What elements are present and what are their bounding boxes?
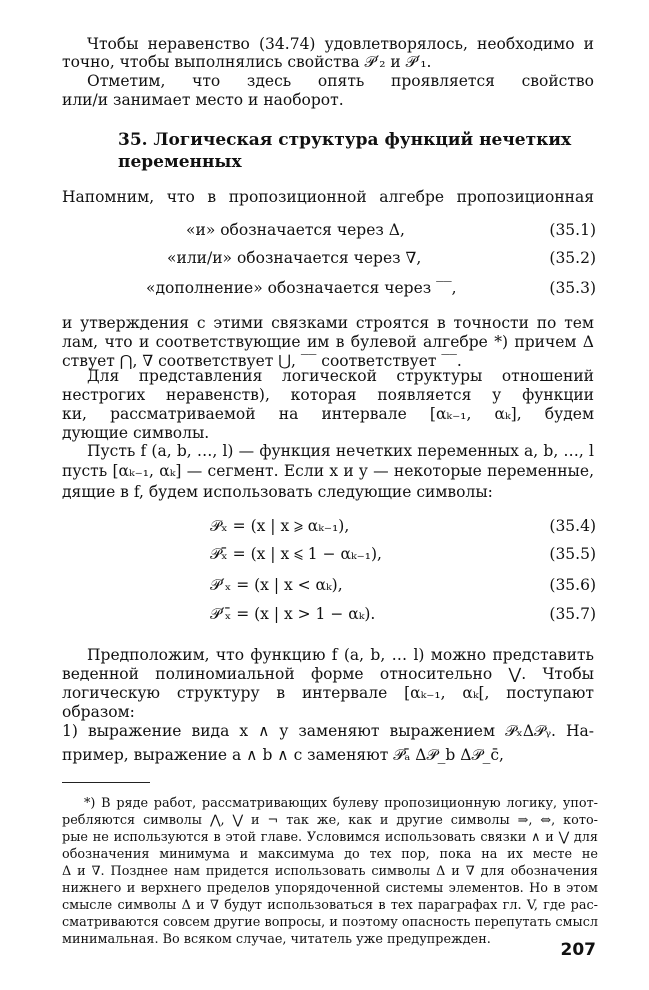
equation: «и» обозначается через Δ,	[186, 221, 405, 239]
intro-line: Напомним, что в пропозиционной алгебре пропозиционная	[62, 188, 594, 206]
text-line: Чтобы неравенство (34.74) удовлетворялось, необходимо и	[87, 35, 594, 53]
text-line: веденной полиномиальной форме относительно ⋁. Чтобы	[62, 665, 594, 683]
footnote-line: рые не используются в этой главе. Условимся использовать связки ∧ и ⋁ для	[62, 830, 598, 845]
equation: 𝒫′ₓ = (x | x < αₖ),	[210, 576, 343, 594]
equation-number: (35.7)	[549, 605, 596, 623]
page-number: 207	[560, 940, 596, 960]
equation-number: (35.1)	[549, 221, 596, 239]
text-line: 1) выражение вида x ∧ y заменяют выражением 𝒫ₓΔ𝒫ᵧ. На-	[62, 722, 594, 740]
equation: «или/и» обозначается через ∇,	[167, 249, 422, 267]
text-line: лам, что и соответствующие им в булевой алгебре *) причем Δ	[62, 333, 594, 351]
footnote-line: сматриваются совсем другие вопросы, и поэтому опасность перепутать смысл	[62, 915, 598, 930]
text-line: Отметим, что здесь опять проявляется свойство	[87, 72, 594, 90]
footnote-line: минимальная. Во всяком случае, читатель уже предупрежден.	[62, 932, 491, 947]
equation: 𝒫′ₓ̄ = (x | x > 1 − αₖ).	[210, 605, 376, 623]
text-line: нестрогих неравенств), которая появляется у функции	[62, 386, 594, 404]
footnote-line: обозначения минимума и максимума до тех пор, пока на их месте не	[62, 847, 598, 862]
footnote-line: смысле символы Δ и ∇ будут использоваться в тех параграфах гл. V, где рас-	[62, 898, 598, 913]
text-line: точно, чтобы выполнялись свойства 𝒫′₂ и 𝒫′₁.	[62, 53, 432, 71]
text-line: ствует ⋂, ∇ соответствует ⋃, ‾‾ соответствует ‾‾.	[62, 352, 462, 370]
footnote-line: ребляются символы ⋀, ⋁ и ¬ так же, как и другие символы ⇒, ⇔, кото-	[62, 813, 598, 828]
footnote-separator	[62, 782, 150, 783]
equation: 𝒫ₓ̄ = (x | x ⩽ 1 − αₖ₋₁),	[210, 545, 382, 563]
text-line: пример, выражение a ∧ b ∧ c заменяют 𝒫ₐ̄ Δ𝒫_b Δ𝒫_c̄,	[62, 746, 504, 764]
section-heading-line-1: 35. Логическая структура функций нечетких	[118, 130, 572, 150]
text-line: дующие символы.	[62, 424, 210, 442]
text-line: ки, рассматриваемой на интервале [αₖ₋₁, αₖ], будем	[62, 405, 594, 423]
footnote-line: нижнего и верхнего пределов упорядоченной системы элементов. Но в этом	[62, 881, 598, 896]
equation-number: (35.5)	[549, 545, 596, 563]
footnote-line: Δ и ∇. Позднее нам придется использовать символы Δ и ∇ для обозначения	[62, 864, 598, 879]
equation-number: (35.6)	[549, 576, 596, 594]
equation-number: (35.3)	[549, 279, 596, 297]
text-line: Пусть f (a, b, …, l) — функция нечетких переменных a, b, …, l	[87, 442, 594, 460]
text-line: или/и занимает место и наоборот.	[62, 91, 344, 109]
text-line: Для представления логической структуры отношений	[87, 367, 594, 385]
footnote-line: *) В ряде работ, рассматривающих булеву пропозиционную логику, упот-	[84, 796, 598, 811]
text-line: дящие в f, будем использовать следующие символы:	[62, 483, 493, 501]
text-line: Предположим, что функцию f (a, b, … l) можно представить	[87, 646, 594, 664]
text-line: логическую структуру в интервале [αₖ₋₁, αₖ[, поступают	[62, 684, 594, 702]
text-line: пусть [αₖ₋₁, αₖ] — сегмент. Если x и y — некоторые переменные,	[62, 462, 594, 480]
equation-number: (35.2)	[549, 249, 596, 267]
text-line: и утверждения с этими связками строятся в точности по тем	[62, 314, 594, 332]
section-heading-line-2: переменных	[118, 152, 242, 172]
equation: «дополнение» обозначается через ‾‾,	[146, 279, 457, 297]
equation-number: (35.4)	[549, 517, 596, 535]
text-line: образом:	[62, 703, 135, 721]
equation: 𝒫ₓ = (x | x ⩾ αₖ₋₁),	[210, 517, 350, 535]
